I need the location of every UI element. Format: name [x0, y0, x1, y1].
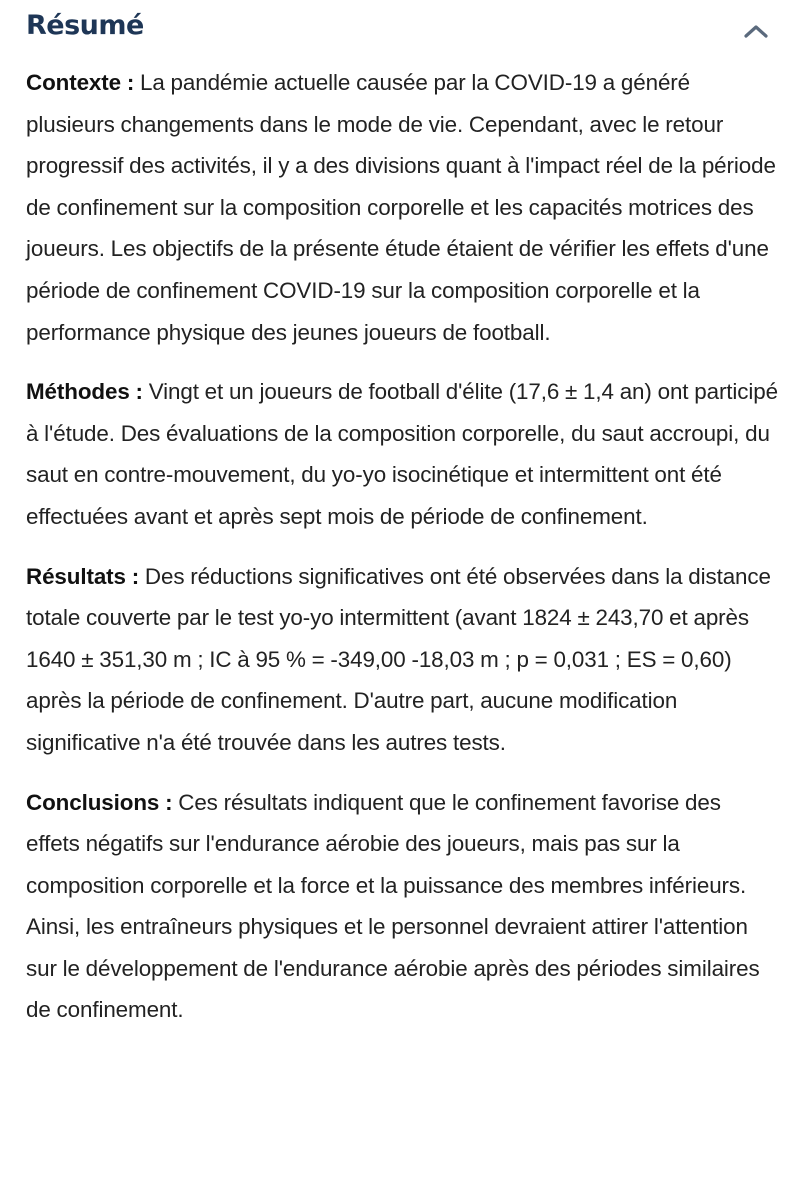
collapse-button[interactable] — [739, 16, 773, 46]
section-label: Résultats : — [26, 563, 140, 589]
section-conclusions — [26, 782, 779, 1032]
section-label: Contexte : — [26, 70, 135, 95]
section-methods — [26, 371, 779, 537]
section-label: Conclusions : — [26, 789, 173, 815]
section-label: Méthodes : — [26, 379, 143, 405]
section-text: Vingt et un joueurs de football d'élite (17,6 ± 1,4 an) ont participé à l'étude. Des évaluations de la composition corporelle, du saut accroupi, du saut en contre-mouvement, du yo-yo isocinétique et intermittent ont été effectuées avant et après sept mois de période de confinement. — [26, 379, 778, 529]
section-text: Ces résultats indiquent que le confinement favorise des effets négatifs sur l'endurance aérobie des joueurs, mais pas sur la composition corporelle et la force et la puissance des membres inférieurs. Ainsi, les entraîneurs physiques et le personnel devraient attirer l'attention sur le développement de l'endurance aérobie après des périodes similaires de confinement. — [26, 789, 760, 1023]
section-results — [26, 556, 779, 764]
section-text: Des réductions significatives ont été observées dans la distance totale couverte par le test yo-yo intermittent (avant 1824 ± 243,70 et après 1640 ± 351,30 m ; IC à 95 % = -349,00 -18,03 m ; p = 0,031 ; ES = 0,60) après la période de confinement. D'autre part, aucune modification significative n'a été trouvée dans les autres tests. — [26, 563, 771, 755]
abstract-title: Résumé — [26, 10, 144, 41]
abstract-header[interactable] — [26, 0, 779, 62]
section-text: La pandémie actuelle causée par la COVID-19 a généré plusieurs changements dans le mode de vie. Cependant, avec le retour progressif des activités, il y a des divisions quant à l'impact réel de la période de confinement sur la composition corporelle et les capacités motrices des joueurs. Les objectifs de la présente étude étaient de vérifier les effets d'une période de confinement COVID-19 sur la composition corporelle et la performance physique des jeunes joueurs de football. — [26, 70, 776, 345]
chevron-up-icon — [744, 24, 768, 38]
section-context — [26, 62, 779, 353]
